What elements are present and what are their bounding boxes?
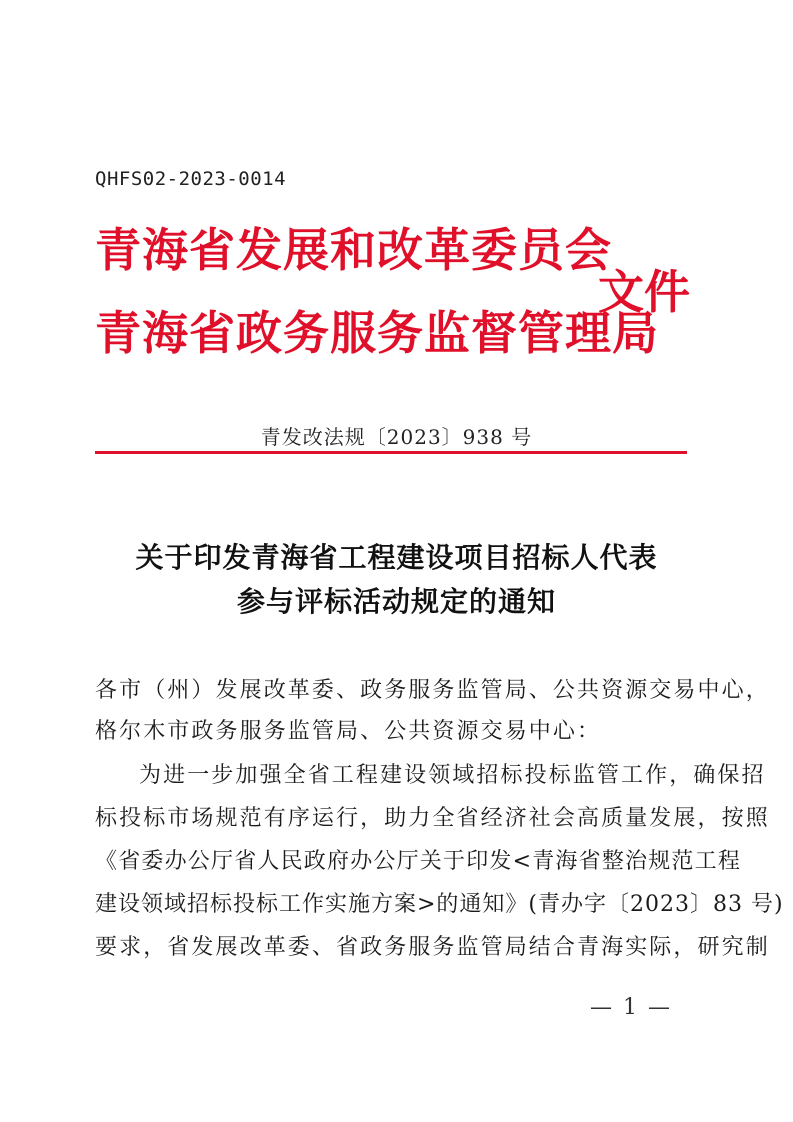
- issuer-name-2: 青海省政务服务监督管理局: [95, 306, 659, 360]
- body-line: 各市（州）发展改革委、政务服务监管局、公共资源交易中心，: [95, 678, 770, 703]
- page-number: — 1 —: [590, 995, 672, 1020]
- document-number: 青发改法规〔2023〕938 号: [260, 425, 533, 449]
- issuer-suffix: 文件: [598, 265, 690, 319]
- title-line-1: 关于印发青海省工程建设项目招标人代表: [135, 541, 658, 574]
- body-line: 为进一步加强全省工程建设领域招标投标监管工作，确保招: [139, 763, 766, 788]
- issuer-name-1: 青海省发展和改革委员会: [95, 223, 612, 277]
- body-line: 格尔木市政务服务监管局、公共资源交易中心：: [95, 719, 602, 744]
- body-line: 标投标市场规范有序运行，助力全省经济社会高质量发展，按照: [95, 806, 770, 831]
- title-line-2: 参与评标活动规定的通知: [236, 585, 556, 618]
- body-line: 建设领域招标投标工作实施方案>的通知》(青办字〔2023〕83 号): [95, 892, 784, 917]
- red-divider: [95, 451, 687, 454]
- body-line: 要求，省发展改革委、省政务服务监管局结合青海实际，研究制: [95, 935, 770, 960]
- document-code: QHFS02-2023-0014: [95, 168, 287, 190]
- body-line: 《省委办公厅省人民政府办公厅关于印发<青海省整治规范工程: [95, 849, 742, 874]
